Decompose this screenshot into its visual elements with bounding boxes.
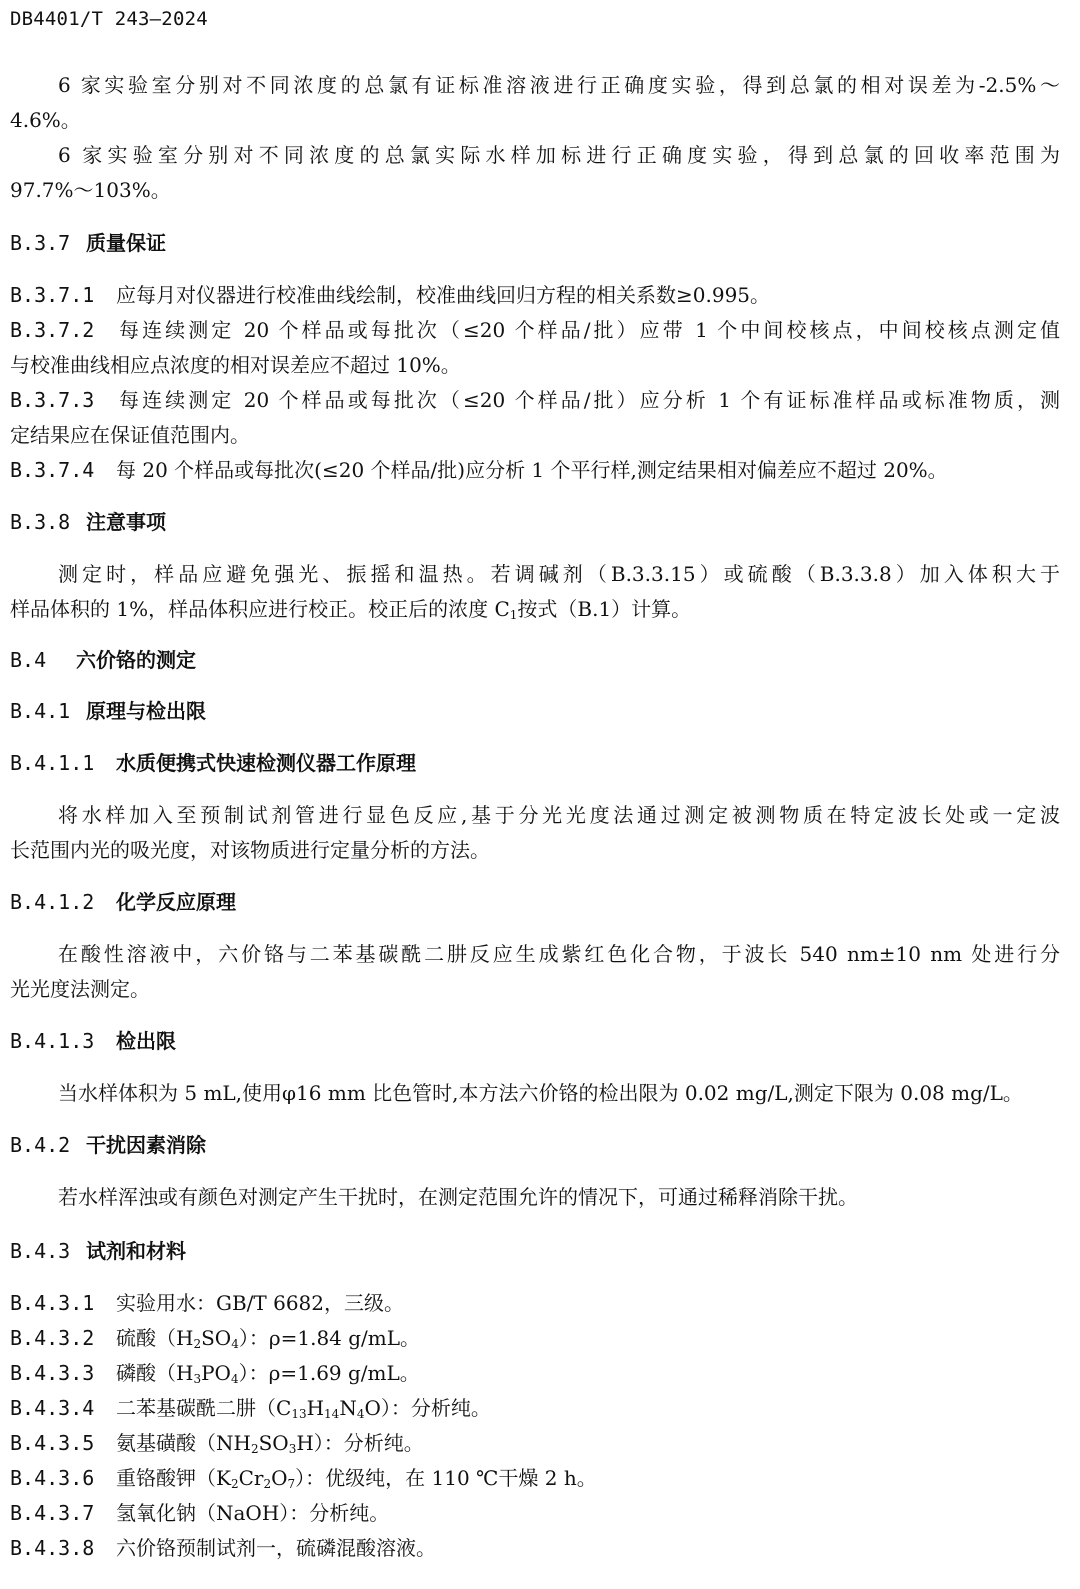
reagent-text: SO xyxy=(258,1431,289,1455)
section-number: B.3.7 xyxy=(10,231,71,255)
reagent-text: 氨基磺酸（NH xyxy=(116,1431,251,1455)
clause-number: B.3.7.1 xyxy=(10,283,95,307)
reagent-number: B.4.3.7 xyxy=(10,1501,95,1525)
reagent-text: ）：ρ=1.84 g/mL。 xyxy=(238,1326,421,1350)
reagent-item xyxy=(10,1428,1060,1458)
subscript: 3 xyxy=(193,1372,202,1386)
reagent-item xyxy=(10,1323,1060,1353)
clause xyxy=(10,385,1060,415)
reagent-number: B.4.3.8 xyxy=(10,1536,95,1560)
subscript: 2 xyxy=(263,1477,272,1491)
reagent-text: 氢氧化钠（NaOH）：分析纯。 xyxy=(116,1501,390,1525)
reagent-text: 实验用水：GB/T 6682，三级。 xyxy=(116,1291,405,1315)
paragraph-line: 若水样浑浊或有颜色对测定产生干扰时，在测定范围允许的情况下，可通过稀释消除干扰。 xyxy=(58,1185,858,1209)
reagent-number: B.4.3.1 xyxy=(10,1291,95,1315)
subscript: 2 xyxy=(250,1442,259,1456)
paragraph-line: 在酸性溶液中，六价铬与二苯基碳酰二肼反应生成紫红色化合物，于波长 540 nm±10 nm 处进行分 xyxy=(58,942,1060,966)
paragraph-line: 与校准曲线相应点浓度的相对误差应不超过 10%。 xyxy=(10,353,461,377)
reagent-text: O xyxy=(271,1466,288,1490)
section-title: 化学反应原理 xyxy=(116,890,236,914)
clause-number: B.3.7.3 xyxy=(10,388,95,412)
reagent-item xyxy=(10,1393,1060,1423)
paragraph-line xyxy=(10,594,1060,624)
section-number: B.4.1 xyxy=(10,699,71,723)
reagent-number: B.4.3.3 xyxy=(10,1361,95,1385)
paragraph-line: 将水样加入至预制试剂管进行显色反应,基于分光光度法通过测定被测物质在特定波长处或一定波 xyxy=(58,803,1060,827)
section-heading xyxy=(10,1236,1060,1266)
reagent-text: SO xyxy=(201,1326,232,1350)
section-number: B.4.1.2 xyxy=(10,890,95,914)
clause-number: B.3.7.4 xyxy=(10,458,95,482)
text-run: 按式（B.1）计算。 xyxy=(517,597,692,621)
subscript: 14 xyxy=(324,1407,340,1421)
section-number: B.4.2 xyxy=(10,1133,71,1157)
section-title: 试剂和材料 xyxy=(86,1239,186,1263)
reagent-item xyxy=(10,1358,1060,1388)
paragraph-line: 定结果应在保证值范围内。 xyxy=(10,423,250,447)
paragraph-line: 当水样体积为 5 mL,使用φ16 mm 比色管时,本方法六价铬的检出限为 0.02 mg/L,测定下限为 0.08 mg/L。 xyxy=(58,1081,1023,1105)
clause-text: 应每月对仪器进行校准曲线绘制，校准曲线回归方程的相关系数≥0.995。 xyxy=(116,283,771,307)
section-title: 质量保证 xyxy=(86,231,166,255)
section-title: 检出限 xyxy=(116,1029,176,1053)
reagent-item xyxy=(10,1533,1060,1563)
section-heading xyxy=(10,1130,1060,1160)
subscript: 1 xyxy=(509,608,518,622)
reagent-text: PO xyxy=(201,1361,231,1385)
section-heading xyxy=(10,887,1060,917)
section-heading xyxy=(10,748,1060,778)
section-number: B.4.3 xyxy=(10,1239,71,1263)
section-heading xyxy=(10,696,1060,726)
clause-text: 每 20 个样品或每批次(≤20 个样品/批)应分析 1 个平行样,测定结果相对偏差应不超过 20%。 xyxy=(116,458,948,482)
reagent-text: ）：ρ=1.69 g/mL。 xyxy=(238,1361,420,1385)
text-run: 样品体积的 1%，样品体积应进行校正。校正后的浓度 C xyxy=(10,597,510,621)
section-number: B.4.1.3 xyxy=(10,1029,95,1053)
reagent-number: B.4.3.4 xyxy=(10,1396,95,1420)
reagent-number: B.4.3.2 xyxy=(10,1326,95,1350)
subscript: 13 xyxy=(291,1407,307,1421)
clause-text: 每连续测定 20 个样品或每批次（≤20 个样品/批）应分析 1 个有证标准样品或标准物质，测 xyxy=(116,388,1060,412)
reagent-item xyxy=(10,1288,1060,1318)
reagent-text: O）：分析纯。 xyxy=(364,1396,491,1420)
section-title: 原理与检出限 xyxy=(86,699,206,723)
section-title: 六价铬的测定 xyxy=(76,648,196,672)
subscript: 2 xyxy=(193,1337,202,1351)
subscript: 4 xyxy=(231,1337,239,1351)
paragraph-line: 6 家实验室分别对不同浓度的总氯有证标准溶液进行正确度实验，得到总氯的相对误差为-2.5%～ xyxy=(58,73,1060,97)
document-code-header: DB4401/T 243—2024 xyxy=(10,8,208,30)
clause-text: 每连续测定 20 个样品或每批次（≤20 个样品/批）应带 1 个中间校核点，中间校核点测定值 xyxy=(116,318,1060,342)
reagent-item xyxy=(10,1463,1060,1493)
clause xyxy=(10,315,1060,345)
reagent-text: 硫酸（H xyxy=(116,1326,194,1350)
section-heading xyxy=(10,645,1060,675)
reagent-text: Cr xyxy=(238,1466,264,1490)
paragraph-line: 光光度法测定。 xyxy=(10,977,150,1001)
paragraph-line: 长范围内光的吸光度，对该物质进行定量分析的方法。 xyxy=(10,838,490,862)
section-title: 水质便携式快速检测仪器工作原理 xyxy=(116,751,416,775)
reagent-text: H）：分析纯。 xyxy=(296,1431,424,1455)
section-title: 干扰因素消除 xyxy=(86,1133,206,1157)
section-number: B.4 xyxy=(10,648,47,672)
paragraph-line: 4.6%。 xyxy=(10,108,81,132)
paragraph-line: 测定时，样品应避免强光、振摇和温热。若调碱剂（B.3.3.15）或硫酸（B.3.3.8）加入体积大于 xyxy=(58,562,1060,586)
reagent-text: 二苯基碳酰二肼（C xyxy=(116,1396,292,1420)
section-number: B.3.8 xyxy=(10,510,71,534)
reagent-item xyxy=(10,1498,1060,1528)
reagent-number: B.4.3.6 xyxy=(10,1466,95,1490)
reagent-text: N xyxy=(339,1396,357,1420)
section-number: B.4.1.1 xyxy=(10,751,95,775)
section-title: 注意事项 xyxy=(86,510,166,534)
subscript: 2 xyxy=(230,1477,239,1491)
reagent-text: ）：优级纯，在 110 ℃干燥 2 h。 xyxy=(295,1466,597,1490)
clause-number: B.3.7.2 xyxy=(10,318,95,342)
subscript: 4 xyxy=(356,1407,365,1421)
reagent-text: 重铬酸钾（K xyxy=(116,1466,231,1490)
clause xyxy=(10,280,1060,310)
reagent-text: H xyxy=(306,1396,325,1420)
clause xyxy=(10,455,1060,485)
subscript: 4 xyxy=(230,1372,239,1386)
reagent-number: B.4.3.5 xyxy=(10,1431,95,1455)
reagent-text: 磷酸（H xyxy=(116,1361,194,1385)
paragraph-line: 97.7%～103%。 xyxy=(10,178,171,202)
section-heading xyxy=(10,228,1060,258)
reagent-text: 六价铬预制试剂一，硫磷混酸溶液。 xyxy=(116,1536,436,1560)
section-heading xyxy=(10,1026,1060,1056)
section-heading xyxy=(10,507,1060,537)
subscript: 3 xyxy=(288,1442,297,1456)
subscript: 7 xyxy=(287,1477,296,1491)
paragraph-line: 6 家实验室分别对不同浓度的总氯实际水样加标进行正确度实验，得到总氯的回收率范围为 xyxy=(58,143,1060,167)
